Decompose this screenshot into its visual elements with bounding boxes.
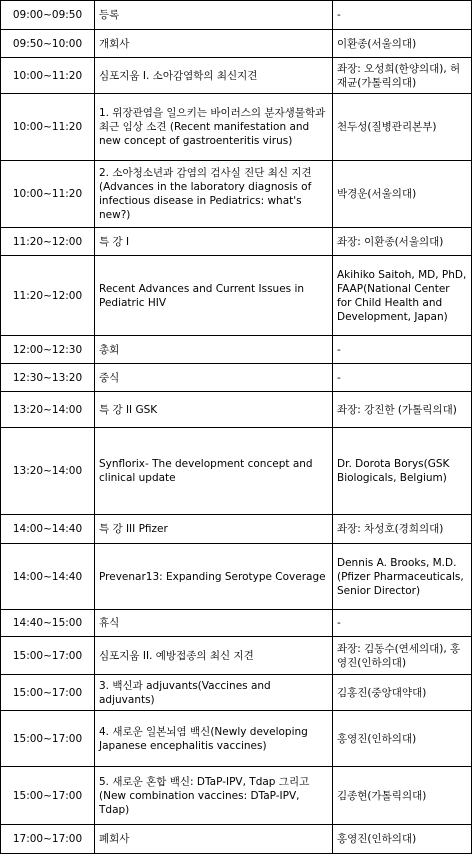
table-row [1, 825, 472, 854]
topic-cell: 특 강 III Pfizer [95, 515, 333, 544]
time-cell: 10:00~11:20 [1, 94, 95, 161]
topic-cell: 3. 백신과 adjuvants(Vaccines and adjuvants) [95, 675, 333, 711]
time-cell: 14:00~14:40 [1, 544, 95, 610]
table-row [1, 767, 472, 825]
topic-cell: 개회사 [95, 30, 333, 58]
topic-cell: 심포지움 I. 소아감염학의 최신지견 [95, 58, 333, 94]
time-cell: 12:00~12:30 [1, 336, 95, 364]
time-cell: 14:40~15:00 [1, 610, 95, 637]
table-row [1, 428, 472, 515]
speaker-cell: - [333, 1, 472, 30]
topic-cell: 2. 소아청소년과 감염의 검사실 진단 최신 지견(Advances in the laboratory diagnosis of infectious disease in Pediatrics: what's new?) [95, 161, 333, 228]
table-row [1, 94, 472, 161]
time-cell: 15:00~17:00 [1, 767, 95, 825]
table-row [1, 30, 472, 58]
time-cell: 12:30~13:20 [1, 364, 95, 392]
table-row [1, 58, 472, 94]
speaker-cell: 천두성(질병관리본부) [333, 94, 472, 161]
topic-cell: 휴식 [95, 610, 333, 637]
time-cell: 13:20~14:00 [1, 392, 95, 428]
time-cell: 11:20~12:00 [1, 228, 95, 256]
table-row [1, 228, 472, 256]
topic-cell: Synflorix- The development concept and clinical update [95, 428, 333, 515]
speaker-cell: Dennis A. Brooks, M.D.(Pfizer Pharmaceuticals, Senior Director) [333, 544, 472, 610]
topic-cell: 특 강 II GSK [95, 392, 333, 428]
speaker-cell: Dr. Dorota Borys(GSK Biologicals, Belgium) [333, 428, 472, 515]
time-cell: 13:20~14:00 [1, 428, 95, 515]
topic-cell: 등록 [95, 1, 333, 30]
time-cell: 17:00~17:00 [1, 825, 95, 854]
time-cell: 09:50~10:00 [1, 30, 95, 58]
time-cell: 09:00~09:50 [1, 1, 95, 30]
table-row [1, 364, 472, 392]
topic-cell: 총회 [95, 336, 333, 364]
topic-cell: 4. 새로운 일본뇌염 백신(Newly developing Japanese encephalitis vaccines) [95, 711, 333, 767]
topic-cell: 1. 위장관염을 일으키는 바이러스의 분자생물학과 최근 임상 소견 (Recent manifestation and new concept of gastroenteritis virus) [95, 94, 333, 161]
speaker-cell: - [333, 336, 472, 364]
speaker-cell: 홍영진(인하의대) [333, 711, 472, 767]
table-row [1, 610, 472, 637]
time-cell: 15:00~17:00 [1, 675, 95, 711]
speaker-cell: 좌장: 이환종(서울의대) [333, 228, 472, 256]
time-cell: 15:00~17:00 [1, 711, 95, 767]
table-row [1, 711, 472, 767]
table-row [1, 675, 472, 711]
table-row [1, 515, 472, 544]
table-row [1, 256, 472, 336]
speaker-cell: 김종현(가톨릭의대) [333, 767, 472, 825]
speaker-cell: Akihiko Saitoh, MD, PhD, FAAP(National Center for Child Health and Development, Japan) [333, 256, 472, 336]
table-row [1, 336, 472, 364]
topic-cell: Prevenar13: Expanding Serotype Coverage [95, 544, 333, 610]
speaker-cell: 좌장: 오성희(한양의대), 허재균(가톨릭의대) [333, 58, 472, 94]
table-row [1, 637, 472, 675]
table-row [1, 392, 472, 428]
speaker-cell: 김홍진(중앙대약대) [333, 675, 472, 711]
time-cell: 10:00~11:20 [1, 161, 95, 228]
speaker-cell: - [333, 364, 472, 392]
topic-cell: Recent Advances and Current Issues in Pediatric HIV [95, 256, 333, 336]
topic-cell: 폐회사 [95, 825, 333, 854]
speaker-cell: 좌장: 강진한 (가톨릭의대) [333, 392, 472, 428]
speaker-cell: - [333, 610, 472, 637]
speaker-cell: 이환종(서울의대) [333, 30, 472, 58]
time-cell: 15:00~17:00 [1, 637, 95, 675]
speaker-cell: 좌장: 차성호(경희의대) [333, 515, 472, 544]
topic-cell: 중식 [95, 364, 333, 392]
table-row [1, 161, 472, 228]
speaker-cell: 박경운(서울의대) [333, 161, 472, 228]
speaker-cell: 홍영진(인하의대) [333, 825, 472, 854]
time-cell: 14:00~14:40 [1, 515, 95, 544]
topic-cell: 심포지움 II. 예방접종의 최신 지견 [95, 637, 333, 675]
table-row [1, 544, 472, 610]
time-cell: 10:00~11:20 [1, 58, 95, 94]
speaker-cell: 좌장: 김동수(연세의대), 홍영진(인하의대) [333, 637, 472, 675]
table-row [1, 1, 472, 30]
topic-cell: 특 강 I [95, 228, 333, 256]
time-cell: 11:20~12:00 [1, 256, 95, 336]
topic-cell: 5. 새로운 혼합 백신: DTaP-IPV, Tdap 그리고(New combination vaccines: DTaP-IPV, Tdap) [95, 767, 333, 825]
